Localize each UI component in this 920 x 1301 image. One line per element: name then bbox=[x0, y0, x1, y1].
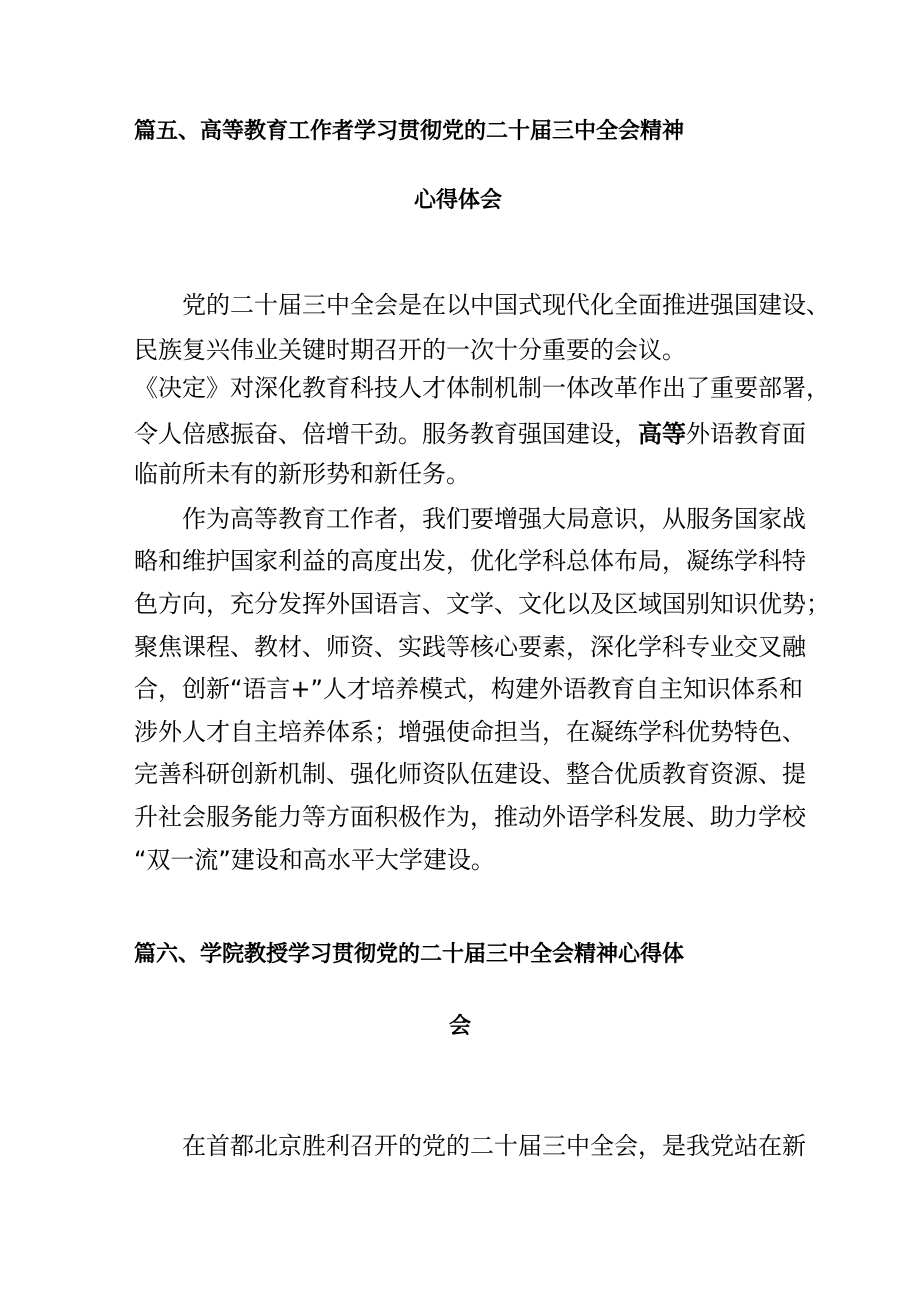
section6-title-line2: 会 bbox=[449, 1014, 472, 1039]
section5-p2-line1: 《决定》对深化教育科技人才体制机制一体改革作出了重要部署， bbox=[134, 374, 830, 402]
section5-p1-line2: 民族复兴伟业关键时期召开的一次十分重要的会议。 bbox=[134, 336, 686, 364]
section5-p3-line6: 涉外人才自主培养体系；增强使命担当，在凝练学科优势特色、 bbox=[134, 718, 806, 746]
section5-p3-line2: 略和维护国家利益的高度出发，优化学科总体布局，凝练学科特 bbox=[134, 547, 806, 575]
section5-title-line2: 心得体会 bbox=[414, 188, 503, 213]
section5-p2-line3: 临前所未有的新形势和新任务。 bbox=[134, 460, 470, 488]
section5-p3-line9: “双一流”建设和高水平大学建设。 bbox=[134, 846, 495, 874]
section5-p1-line1: 党的二十届三中全会是在以中国式现代化全面推进强国建设、 bbox=[182, 291, 830, 319]
section5-p2-line2-before: 令人倍感振奋、倍增干劲。服务教育强国建设， bbox=[134, 420, 638, 448]
section5-p3-line4: 聚焦课程、教材、师资、实践等核心要素，深化学科专业交叉融 bbox=[134, 633, 806, 661]
section6-title-line1: 篇六、学院教授学习贯彻党的二十届三中全会精神心得体 bbox=[134, 942, 685, 967]
section5-p2-line2 bbox=[134, 419, 806, 449]
section5-p3-line3: 色方向，充分发挥外国语言、文学、文化以及区域国别知识优势； bbox=[134, 590, 830, 618]
section5-p2-bold-word: 高等 bbox=[638, 420, 686, 448]
section5-p3-line5: 合，创新“语言+”人才培养模式，构建外语教育自主知识体系和 bbox=[134, 675, 803, 703]
section5-p3-line7: 完善科研创新机制、强化师资队伍建设、整合优质教育资源、提 bbox=[134, 760, 806, 788]
section5-p2-line2-after: 外语教育面 bbox=[686, 420, 806, 448]
section5-p3-line8: 升社会服务能力等方面积极作为，推动外语学科发展、助力学校 bbox=[134, 803, 806, 831]
section6-p1-line1: 在首都北京胜利召开的党的二十届三中全会，是我党站在新 bbox=[182, 1132, 806, 1160]
section5-title-line1: 篇五、高等教育工作者学习贯彻党的二十届三中全会精神 bbox=[134, 119, 685, 144]
section5-p3-line1: 作为高等教育工作者，我们要增强大局意识，从服务国家战 bbox=[182, 505, 806, 533]
